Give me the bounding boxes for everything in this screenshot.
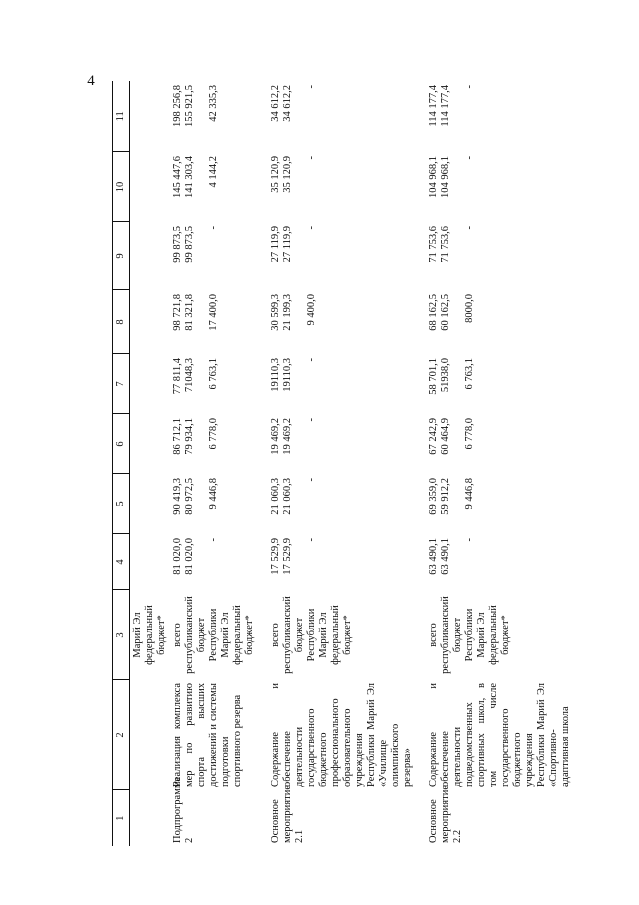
col-header-7: 7 bbox=[113, 354, 130, 414]
value-col-8: 68 162,5 60 162,5 8000,0 bbox=[428, 294, 475, 331]
col-header-6: 6 bbox=[113, 414, 130, 474]
rotated-table-sheet bbox=[112, 81, 597, 846]
value-col-11: 34 612,2 34 612,2 - bbox=[270, 85, 317, 122]
col-header-8: 8 bbox=[113, 290, 130, 354]
value-col-4: 63 490,1 63 490,1 - bbox=[428, 538, 475, 575]
program-code: Основное мероприятие 2.1 bbox=[270, 785, 305, 843]
value-col-5: 21 060,3 21 060,3 - bbox=[270, 478, 317, 515]
funding-source-cell: всего республиканский бюджет Республики Марий Эл федеральный бюджет* bbox=[172, 596, 255, 674]
value-col-7: 77 811,4 71048,3 6 763,1 bbox=[172, 358, 219, 395]
value-col-10: 104 968,1 104 968,1 - bbox=[428, 156, 475, 198]
funding-source-cell: всего республиканский бюджет Республики Марий Эл федеральный бюджет* bbox=[270, 596, 353, 674]
value-col-6: 86 712,1 79 934,1 6 778,0 bbox=[172, 418, 219, 455]
value-col-8: 98 721,8 81 321,8 17 400,0 bbox=[172, 294, 219, 331]
program-name: Реализация комплекса мер по развитию спорта высших достижений и системы подготовки спортивного резерва bbox=[172, 683, 243, 787]
program-name: Содержание и обеспечение деятельности подведомственных спортивных школ, в том числе государственного бюджетного учреждения Республики Марий Эл «Спортивно-адаптивная школа bbox=[428, 683, 571, 787]
value-col-6: 67 242,9 60 464,9 6 778,0 bbox=[428, 418, 475, 455]
col-header-9: 9 bbox=[113, 222, 130, 290]
col-header-1: 1 bbox=[113, 790, 130, 846]
table-row bbox=[426, 81, 574, 846]
value-col-10: 35 120,9 35 120,9 - bbox=[270, 156, 317, 193]
value-col-4: 81 020,0 81 020,0 - bbox=[172, 538, 219, 575]
value-col-6: 19 469,2 19 469,2 - bbox=[270, 418, 317, 455]
value-col-4: 17 529,9 17 529,9 - bbox=[270, 538, 317, 575]
value-col-7: 19110,3 19110,3 - bbox=[270, 358, 317, 392]
col-header-11: 11 bbox=[113, 81, 130, 152]
table-row bbox=[170, 81, 258, 846]
value-col-11: 114 177,4 114 177,4 - bbox=[428, 85, 475, 127]
value-col-11: 198 256,8 155 921,5 42 335,3 bbox=[172, 85, 219, 127]
column-number-row bbox=[113, 81, 130, 846]
budget-table bbox=[112, 81, 574, 846]
page-number: 4 bbox=[87, 73, 95, 89]
value-col-7: 58 701,1 51938,0 6 763,1 bbox=[428, 358, 475, 395]
value-col-8: 30 599,3 21 199,3 9 400,0 bbox=[270, 294, 317, 331]
row-spacer bbox=[416, 81, 426, 846]
program-code: Основное мероприятие 2.2 bbox=[428, 785, 463, 843]
value-col-10: 145 447,6 141 303,4 4 144,2 bbox=[172, 156, 219, 198]
col-header-2: 2 bbox=[113, 680, 130, 790]
col-header-5: 5 bbox=[113, 474, 130, 534]
program-code: Подпрограмма 2 bbox=[172, 776, 195, 843]
row-spacer bbox=[258, 81, 268, 846]
col-header-10: 10 bbox=[113, 152, 130, 222]
col-header-4: 4 bbox=[113, 534, 130, 590]
col-header-3: 3 bbox=[113, 590, 130, 680]
value-col-5: 69 359,0 59 912,2 9 446,8 bbox=[428, 478, 475, 515]
program-name: Содержание и обеспечение деятельности государственного бюджетного профессионального образовательного учреждения Республики Марий Эл «Училище олимпийского резерва» bbox=[270, 683, 413, 787]
funding-source-cell: всего республиканский бюджет Республики Марий Эл федеральный бюджет* bbox=[428, 596, 511, 674]
value-col-9: 71 753,6 71 753,6 - bbox=[428, 226, 475, 263]
carryover-source: Марий Эл федеральный бюджет* bbox=[132, 605, 167, 665]
carryover-row bbox=[130, 81, 171, 846]
value-col-5: 90 419,3 80 972,5 9 446,8 bbox=[172, 478, 219, 515]
table-row bbox=[268, 81, 416, 846]
value-col-9: 27 119,9 27 119,9 - bbox=[270, 226, 317, 263]
value-col-9: 99 873,5 99 873,5 - bbox=[172, 226, 219, 263]
